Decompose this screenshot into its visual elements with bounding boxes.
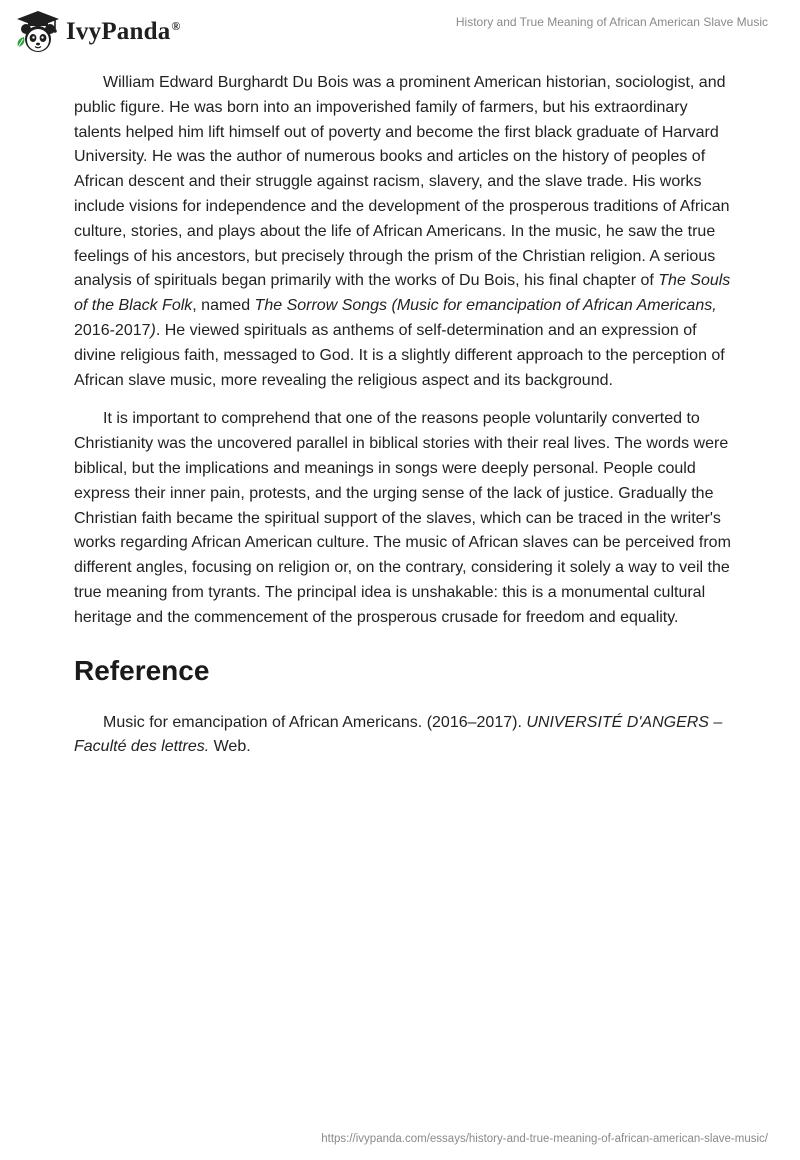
body-paragraph-2: It is important to comprehend that one of the reasons people voluntarily converted to Christianity was the uncovered parallel in biblical stories with their real lives. The words were biblical, but the implications and meanings in songs were deeply personal. People could express their inner pain, protests, and the urging sense of the lack of justice. Gradually the Christian faith became the spiritual support of the slaves, which can be traced in the writer's works regarding African American culture. The music of African slaves can be perceived from different angles, focusing on religion or, on the contrary, considering it solely a way to veil the true meaning from tyrants. The principal idea is unshakable: this is a monumental cultural heritage and the commencement of the prosperous crusade for freedom and equality. bbox=[74, 410, 731, 626]
panda-graduate-icon bbox=[14, 9, 62, 55]
page-header bbox=[0, 0, 800, 64]
reference-entry: Music for emancipation of African Americans. (2016–2017). UNIVERSITÉ D'ANGERS – Faculté des lettres. Web. bbox=[74, 713, 723, 756]
reference-heading: Reference bbox=[74, 654, 210, 686]
book-title: The Souls of the Black Folk bbox=[74, 272, 731, 315]
body-paragraph-1: William Edward Burghardt Du Bois was a prominent American historian, sociologist, and public figure. He was born into an impoverished family of farmers, but his extraordinary talents helped him lift himself out of poverty and become the first black graduate of Harvard University. He was the author of numerous books and articles on the history of peoples of African descent and their struggle against racism, slavery, and the slave trade. His works include visions for independence and the development of the prosperous traditions of African culture, stories, and plays about the life of African Americans. In the music, he saw the true feelings of his ancestors, but precisely through the prism of the Christian religion. A serious analysis of spirituals began primarily with the works of Du Bois, his final chapter of The Souls of the Black Folk, named The Sorrow Songs (Music for emancipation of African Americans, 2016-2017). He viewed spirituals as anthems of self-determination and an expression of divine religious faith, messaged to God. It is a slightly different approach to the perception of African slave music, more revealing the religious aspect and its background. bbox=[74, 74, 731, 389]
page-footer-url[interactable]: https://ivypanda.com/essays/history-and-true-meaning-of-african-american-slave-music/ bbox=[321, 1133, 768, 1145]
reference-source: UNIVERSITÉ D'ANGERS – Faculté des lettres. bbox=[74, 713, 723, 756]
logo-wordmark: IvyPanda® bbox=[66, 18, 181, 45]
chapter-title: The Sorrow Songs (Music for emancipation of African Americans, bbox=[254, 297, 717, 315]
ivypanda-logo[interactable] bbox=[14, 9, 181, 55]
essay-content bbox=[74, 71, 734, 760]
document-running-title: History and True Meaning of African American Slave Music bbox=[455, 15, 768, 29]
